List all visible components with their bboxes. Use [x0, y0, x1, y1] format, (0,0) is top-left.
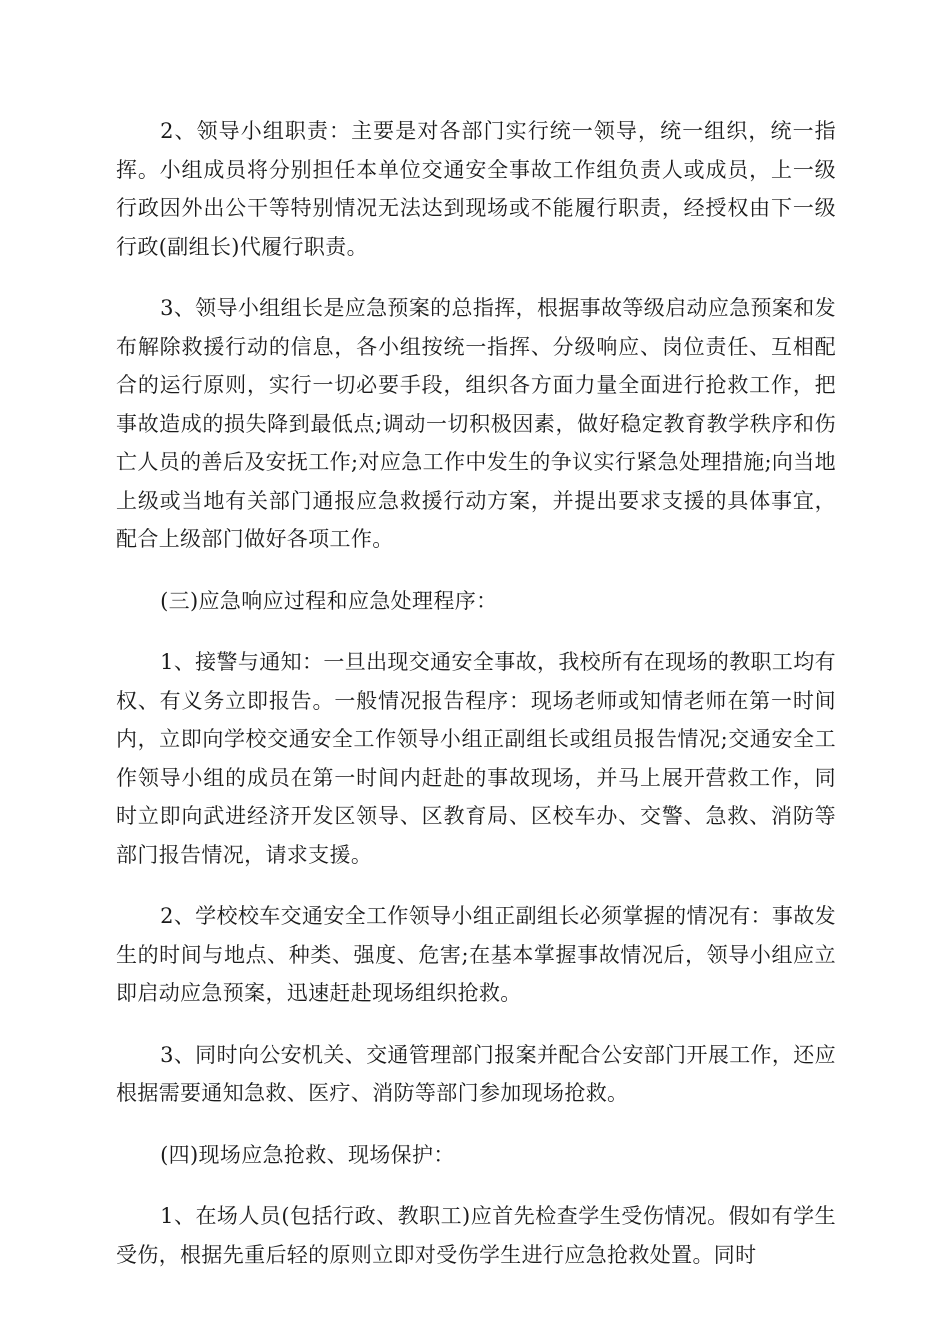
paragraph-police-report: 3、同时向公安机关、交通管理部门报案并配合公安部门开展工作，还应根据需要通知急救、医疗、消防等部门参加现场抢救。	[116, 1042, 836, 1105]
paragraph-injury-check: 1、在场人员(包括行政、教职工)应首先检查学生受伤情况。假如有学生受伤，根据先重后轻的原则立即对受伤学生进行应急抢救处置。同时	[116, 1204, 836, 1267]
document-body	[116, 112, 836, 1297]
section-heading-response-procedure: (三)应急响应过程和应急处理程序：	[160, 588, 498, 613]
paragraph-required-information: 2、学校校车交通安全工作领导小组正副组长必须掌握的情况有：事故发生的时间与地点、种类、强度、危害;在基本掌握事故情况后，领导小组应立即启动应急预案，迅速赶赴现场组织抢救。	[116, 904, 836, 1005]
paragraph-alarm-notification: 1、接警与通知：一旦出现交通安全事故，我校所有在现场的教职工均有权、有义务立即报告。一般情况报告程序：现场老师或知情老师在第一时间内，立即向学校交通安全工作领导小组正副组长或组员报告情况;交通安全工作领导小组的成员在第一时间内赶赴的事故现场，并马上展开营救工作，同时立即向武进经济开发区领导、区教育局、区校车办、交警、急救、消防等部门报告情况，请求支援。	[116, 650, 836, 867]
paragraph-commander-role: 3、领导小组组长是应急预案的总指挥，根据事故等级启动应急预案和发布解除救援行动的信息，各小组按统一指挥、分级响应、岗位责任、互相配合的运行原则，实行一切必要手段，组织各方面力量全面进行抢救工作，把事故造成的损失降到最低点;调动一切积极因素，做好稳定教育教学秩序和伤亡人员的善后及安抚工作;对应急工作中发生的争议实行紧急处理措施;向当地上级或当地有关部门通报应急救援行动方案，并提出要求支援的具体事宜，配合上级部门做好各项工作。	[116, 296, 836, 551]
paragraph-leadership-duties: 2、领导小组职责：主要是对各部门实行统一领导，统一组织，统一指挥。小组成员将分别担任本单位交通安全事故工作组负责人或成员，上一级行政因外出公干等特别情况无法达到现场或不能履行职责，经授权由下一级行政(副组长)代履行职责。	[116, 119, 836, 259]
section-heading-onsite-rescue: (四)现场应急抢救、现场保护：	[160, 1142, 455, 1167]
